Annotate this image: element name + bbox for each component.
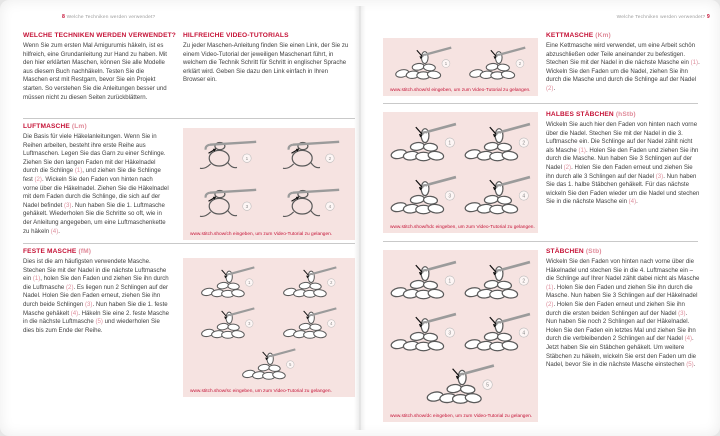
divider [383,103,698,104]
svg-text:3: 3 [448,193,452,200]
svg-text:5: 5 [289,362,292,368]
svg-text:5: 5 [486,382,489,389]
diagram-step-4 [271,182,350,225]
staebchen-video-link: www.stitch.show/dc eingeben, um zum Video-Tutorial zu gelangen. [390,413,533,419]
svg-text:4: 4 [328,204,331,210]
diagram-box-kettmasche [383,38,538,96]
diagram-step-3 [388,307,459,355]
svg-text:3: 3 [448,330,452,337]
luftmasche-body: Die Basis für viele Häkelanleitungen. Wenn Sie in Reihen arbeiten, besteht ihre erste Reihe aus Luftmaschen. Legen Sie das Garn zu einer Schlinge. Ziehen Sie den langen Faden mit der Häkelnadel durch die Schlinge (1), und ziehen Sie die Schlinge fest (2). Wickeln Sie den Faden von hinten nach vorne über die Häkelnadel. Ziehen Sie die Häkelnadel mit dem Faden durch die Schlinge, die sich auf der Nadel befindet (3). Nun haben Sie die 1. Luftmasche gehäkelt. Wiederholen Sie die Schritte so oft, wie in der Anleitung angegeben, um eine Luftmaschenkette zu häkeln (4). [23,133,169,235]
diagram-step-2 [462,255,533,303]
luftmasche-abbr: (Lm) [71,123,87,130]
kettmasche-diagrams [388,41,533,83]
diagram-step-4 [462,170,533,218]
staebchen-body: Wickeln Sie den Faden von hinten nach vorne über die Häkelnadel und stechen Sie in die 4. Luftmasche ein – die Schlinge auf Ihrer Nadel zählt dabei nicht als Masche (1). Holen Sie den Faden und ziehen Sie ihn durch die Masche. Nun haben Sie 3 Schlingen auf der Häkelnadel (2). Holen Sie den Faden erneut und ziehen Sie ihn durch die ersten beiden Schlingen auf der Nadel (3). Nun haben Sie noch 2 Schlingen auf der Häkelnadel. Holen Sie den Faden ein letztes Mal und ziehen Sie ihn durch die verbleibenden 2 Schlingen auf der Nadel (4). Jetzt haben Sie ein Stäbchen gehäkelt. Um weitere Stäbchen zu häkeln, wickeln Sie erst den Faden um die Nadel, bevor Sie in die nächste Masche einstechen (5). [546,258,700,369]
video-tutorials-heading: HILFREICHE VIDEO-TUTORIALS [183,32,289,39]
diagram-step-3 [188,182,267,225]
right-header-title: Welche Techniken werden verwendet? [616,15,706,20]
staebchen-abbr: (Stb) [585,248,602,255]
diagram-step-3 [388,170,459,218]
svg-text:4: 4 [522,330,526,337]
svg-text:3: 3 [247,321,251,327]
diagram-step-4 [462,307,533,355]
diagram-step-4 [271,304,350,342]
diagram-step-1 [388,255,459,303]
page-gutter [354,6,366,430]
svg-text:1: 1 [245,156,249,162]
divider [383,241,698,242]
diagram-step-5 [388,359,533,407]
diagram-step-1 [188,263,267,301]
halbes-staebchen-video-link: www.stitch.show/hdc eingeben, um zum Video-Tutorial zu gelangen. [390,224,535,230]
luftmasche-video-link: www.stitch.show/ch eingeben, um zum Video-Tutorial zu gelangen. [190,231,333,237]
staebchen-diagrams [388,253,533,409]
svg-text:2: 2 [522,278,526,285]
staebchen-heading: STÄBCHEN (Stb) [546,248,602,255]
diagram-box-luftmasche [183,128,355,240]
left-header-title: Welche Techniken werden verwendet? [66,15,156,20]
diagram-step-1 [388,42,459,82]
svg-text:2: 2 [518,61,522,67]
diagram-box-feste-masche [183,258,355,397]
diagram-step-2 [271,263,350,301]
diagram-step-5 [188,345,350,383]
left-page-number: 8 [62,14,66,20]
svg-text:2: 2 [330,280,333,286]
kettmasche-heading: KETTMASCHE (Km) [546,32,611,39]
halbes-staebchen-heading: HALBES STÄBCHEN (hStb) [546,111,636,118]
feste-masche-diagrams [188,261,350,384]
left-running-header [62,14,155,20]
diagram-step-3 [188,304,267,342]
halbes-staebchen-abbr: (hStb) [615,111,636,118]
kettmasche-body: Eine Kettmasche wird verwendet, um eine Arbeit schön abzuschließen oder Teile aneinander zu befestigen. Stechen Sie mit der Nadel in die nächste Masche ein (1). Wickeln Sie den Faden um die Nadel, ziehen Sie ihn durch die Masche und durch die Schlinge auf der Nadel (2). [546,42,700,92]
halbes-staebchen-body: Wickeln Sie auch hier den Faden von hinten nach vorne über die Nadel. Stechen Sie mit der Nadel in die 3. Luftmasche ein. Die Schlinge auf der Nadel zählt nicht als Masche (1). Holen Sie den Faden und ziehen Sie ihn durch die Masche. Nun haben Sie 3 Schlingen auf der Nadel (2). Holen Sie den Faden erneut und ziehen Sie ihn durch alle 3 Schlingen auf der Nadel (3). Nun haben Sie das 1. halbe Stäbchen gehäkelt. Für das nächste wickeln Sie den Faden wieder um die Nadel und stechen Sie in die nächste Masche ein (4). [546,121,700,206]
diagram-box-staebchen [383,250,538,422]
right-running-header [617,14,710,20]
luftmasche-heading: LUFTMASCHE (Lm) [23,123,87,130]
svg-text:2: 2 [328,156,331,162]
diagram-step-1 [388,117,459,165]
svg-text:1: 1 [444,61,448,67]
kettmasche-video-link: www.stitch.show/sl eingeben, um zum Video-Tutorial zu gelangen. [390,87,531,93]
diagram-box-halbes-staebchen [383,112,538,233]
feste-masche-heading: FESTE MASCHE (fM) [23,248,92,255]
svg-text:2: 2 [522,140,526,147]
right-page-number: 9 [706,14,710,20]
halbes-staebchen-diagrams [388,115,533,220]
svg-text:1: 1 [247,280,251,286]
diagram-step-2 [271,134,350,177]
svg-text:1: 1 [448,278,452,285]
divider [23,118,355,119]
svg-text:4: 4 [330,321,333,327]
feste-masche-video-link: www.stitch.show/sc eingeben, um zum Video-Tutorial zu gelangen. [190,388,332,394]
diagram-step-1 [188,134,267,177]
feste-masche-abbr: (fM) [78,248,92,255]
video-tutorials-body: Zu jeder Maschen-Anleitung finden Sie einen Link, der Sie zu einem Video-Tutorial der jeweiligen Maschenart führt, in welchem die Technik Schritt für Schritt in englischer Sprache erklärt wird. Geben Sie dazu den Link einfach in Ihren Browser ein. [183,42,349,84]
svg-text:4: 4 [522,193,526,200]
diagram-step-2 [462,117,533,165]
feste-masche-body: Dies ist die am häufigsten verwendete Masche. Stechen Sie mit der Nadel in die nächste Luftmasche ein (1), holen Sie den Faden und ziehen Sie ihn durch die Luftmasche (2). Es liegen nun 2 Schlingen auf der Nadel. Holen Sie den Faden erneut, ziehen Sie ihn durch beide Schlingen (3). Nun haben Sie die 1. feste Masche gehäkelt (4). Häkeln Sie eine 2. feste Masche in die nächste Luftmasche (5) und wiederholen Sie dies bis zum Ende der Reihe. [23,258,169,334]
luftmasche-diagrams [188,131,350,227]
divider [23,243,355,244]
svg-text:1: 1 [448,140,452,147]
diagram-step-2 [462,42,533,82]
svg-text:3: 3 [245,204,249,210]
kettmasche-abbr: (Km) [595,32,611,39]
intro-heading: WELCHE TECHNIKEN WERDEN VERWENDET? [23,32,176,39]
intro-body: Wenn Sie zum ersten Mal Amigurumis häkeln, ist es hilfreich, eine Grundanleitung zur Hand zu haben. Mit den hier erklärten Maschen, können Sie alle Modelle aus diesem Buch nachhäkeln. Testen Sie die Maschen erst mit Restgarn, bevor Sie ein Projekt starten. So verstehen Sie die Anleitungen besser und müssen nicht zu diesen Seiten zurückblättern. [23,42,167,101]
